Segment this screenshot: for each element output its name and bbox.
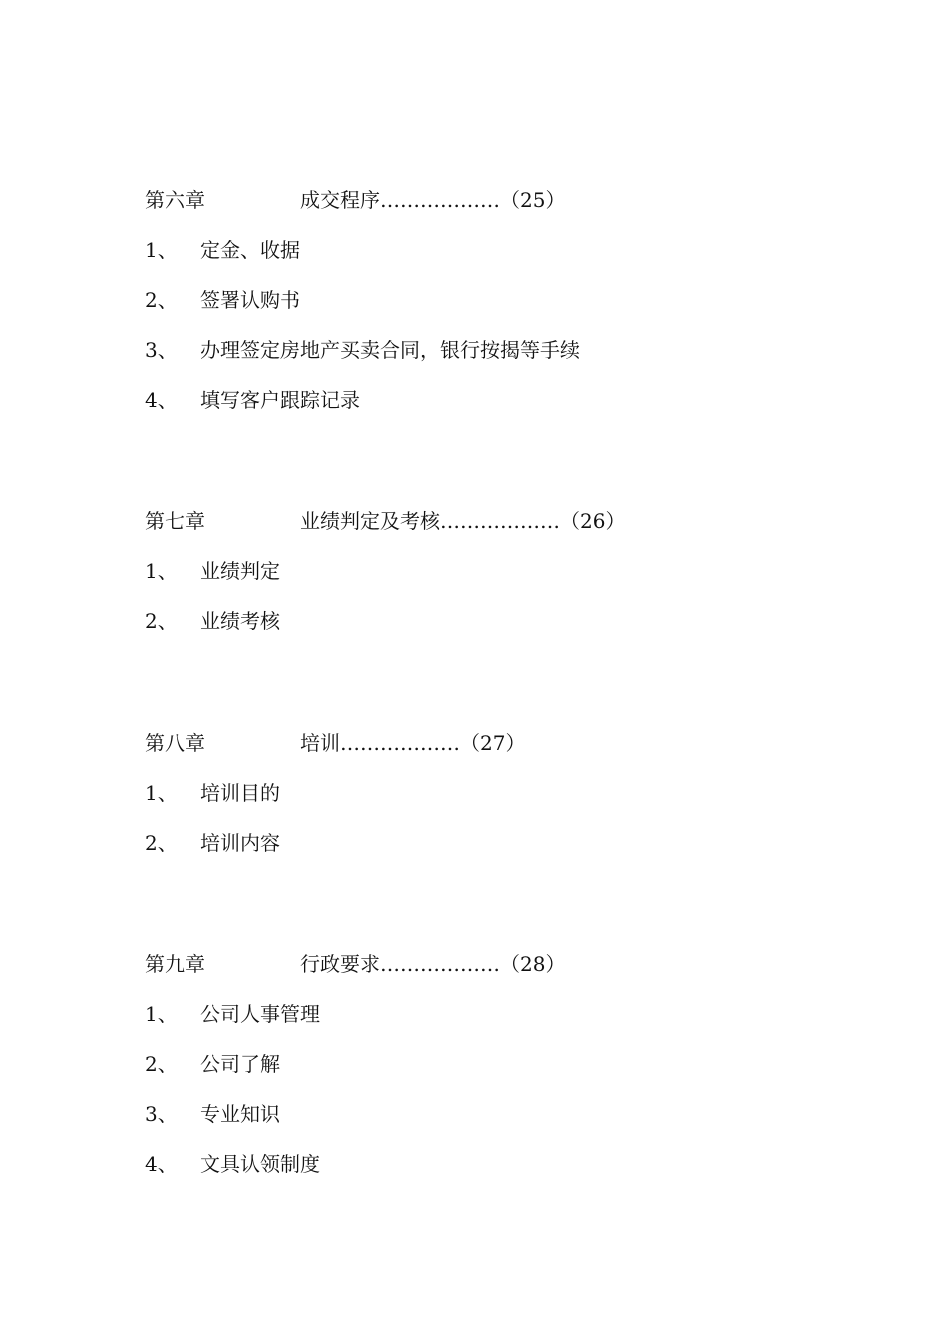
- list-item-number: 1、: [145, 781, 178, 805]
- list-item-number: 2、: [145, 831, 178, 855]
- list-item-number: 1、: [145, 238, 178, 262]
- chapter-number: 第六章: [145, 188, 205, 212]
- list-item-number: 2、: [145, 1052, 178, 1076]
- list-item-number: 3、: [145, 1102, 178, 1126]
- list-item-text: 文具认领制度: [200, 1152, 320, 1176]
- list-item-text: 业绩判定: [200, 559, 280, 583]
- chapter-title: 业绩判定及考核………………（26）: [300, 509, 626, 533]
- chapter-number: 第九章: [145, 952, 205, 976]
- list-item-text: 公司了解: [200, 1052, 280, 1076]
- list-item-text: 培训内容: [200, 831, 280, 855]
- chapter-number: 第七章: [145, 509, 205, 533]
- list-item-number: 4、: [145, 1152, 178, 1176]
- list-item-number: 1、: [145, 1002, 178, 1026]
- chapter-title: 成交程序………………（25）: [300, 188, 566, 212]
- chapter-title: 行政要求………………（28）: [300, 952, 566, 976]
- list-item-text: 业绩考核: [200, 609, 280, 633]
- list-item-number: 3、: [145, 338, 178, 362]
- list-item-text: 公司人事管理: [200, 1002, 320, 1026]
- list-item-number: 2、: [145, 288, 178, 312]
- list-item-text: 办理签定房地产买卖合同，银行按揭等手续: [200, 338, 580, 362]
- chapter-title: 培训………………（27）: [300, 731, 526, 755]
- chapter-number: 第八章: [145, 731, 205, 755]
- list-item-text: 签署认购书: [200, 288, 300, 312]
- list-item-number: 1、: [145, 559, 178, 583]
- list-item-number: 4、: [145, 388, 178, 412]
- list-item-text: 专业知识: [200, 1102, 280, 1126]
- list-item-text: 培训目的: [200, 781, 280, 805]
- list-item-text: 定金、收据: [200, 238, 300, 262]
- list-item-number: 2、: [145, 609, 178, 633]
- list-item-text: 填写客户跟踪记录: [200, 388, 360, 412]
